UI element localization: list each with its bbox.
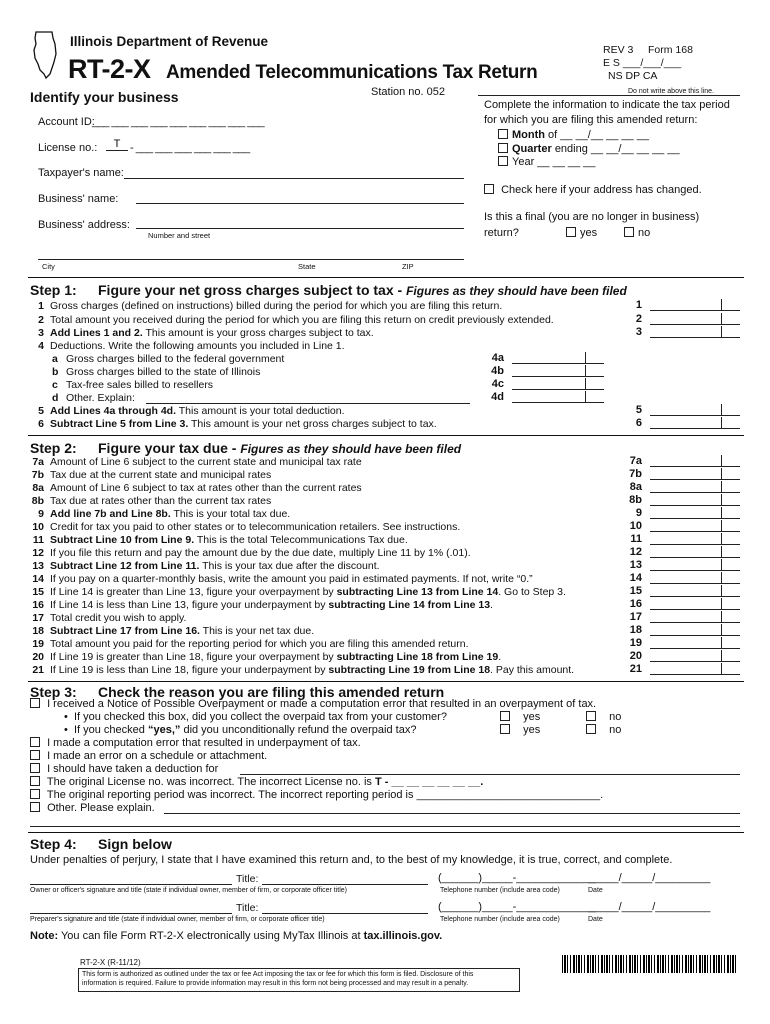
reason-schedule-error[interactable]: I made an error on a schedule or attachment. (30, 750, 267, 762)
preparer-date-input[interactable]: _____/_____/_________ (588, 901, 711, 913)
amount-14[interactable] (650, 572, 740, 584)
illinois-map-icon (32, 30, 58, 80)
zip-caption: ZIP (402, 262, 414, 271)
ref-8b: 8b (629, 494, 642, 506)
period-intro-2: for which you are filing this amended return: (484, 114, 698, 126)
step1-line-4d: d Other. Explain: (52, 392, 135, 404)
do-not-write-note: Do not write above this line. (628, 88, 714, 95)
ref-13: 13 (629, 559, 642, 571)
step1-line-4: 4 Deductions. Write the following amounts you included in Line 1. (38, 340, 345, 352)
ref-7b: 7b (629, 468, 642, 480)
es-field: E S ___/___/___ (603, 57, 682, 69)
ref-18: 18 (629, 624, 642, 636)
ref-11: 11 (630, 533, 642, 545)
amount-4b[interactable] (512, 365, 604, 377)
step2-line-18: 18 Subtract Line 17 from Line 16. This is your net tax due. (32, 625, 315, 637)
preparer-caption: Preparer's signature and title (state if individual owner, member of firm, or corporate officer title) (30, 916, 325, 923)
step1-title: Figure your net gross charges subject to tax - Figures as they should have been filed (98, 282, 627, 298)
ref-2: 2 (635, 313, 642, 325)
step2-line-8b: 8b Tax due at rates other than the current tax rates (31, 495, 272, 507)
amount-7a[interactable] (650, 455, 740, 467)
ref-8a: 8a (629, 481, 642, 493)
step3-title: Check the reason you are filing this amended return (98, 684, 445, 700)
step2-line-7b: 7b Tax due at the current state and municipal rates (31, 469, 272, 481)
ref-6: 6 (635, 417, 642, 429)
number-street-caption: Number and street (148, 231, 211, 240)
final-return-question: Is this a final (you are no longer in business) (484, 211, 700, 223)
department-name: Illinois Department of Revenue (70, 34, 269, 49)
amount-6[interactable] (650, 417, 740, 429)
amount-21[interactable] (650, 663, 740, 675)
collected-yes[interactable]: yes (500, 711, 540, 723)
quarter-option[interactable]: Quarter ending __ __/__ __ __ __ (498, 143, 680, 155)
amount-4c[interactable] (512, 378, 604, 390)
station-number: Station no. 052 (371, 86, 446, 98)
month-checkbox[interactable] (498, 129, 508, 139)
collected-no[interactable]: no (586, 711, 621, 723)
bullet-collected: • If you checked this box, did you collect the overpaid tax from your customer? (64, 711, 447, 723)
disclaimer-line-1: This form is authorized as outlined under the tax or fee Act imposing the tax or fee for which this form is filed. Disclosure of this (82, 971, 474, 978)
ref-20: 20 (629, 650, 642, 662)
amount-2[interactable] (650, 313, 740, 325)
reason-underpayment-checkbox[interactable] (30, 737, 40, 747)
owner-title-label: Title: (236, 873, 259, 885)
disclaimer-line-2: information is required. Failure to provide information may result in this form not being processed and may result in a penalty. (82, 980, 469, 987)
owner-date-caption: Date (588, 887, 603, 894)
ref-19: 19 (629, 637, 642, 649)
owner-signature-input[interactable] (30, 884, 232, 885)
amount-4d[interactable] (512, 391, 604, 403)
amount-13[interactable] (650, 559, 740, 571)
header-divider (478, 95, 740, 96)
amount-5[interactable] (650, 404, 740, 416)
step4-label: Step 4: (30, 836, 77, 852)
step2-line-7a: 7a Amount of Line 6 subject to the current state and municipal tax rate (32, 456, 362, 468)
refunded-yes-checkbox[interactable] (500, 724, 510, 734)
refunded-yes[interactable]: yes (500, 724, 540, 736)
step2-line-20: 20 If Line 19 is greater than Line 18, figure your overpayment by subtracting Line 18 from Line 19. (32, 651, 502, 663)
preparer-phone-input[interactable]: (______)_____-_____________ (438, 901, 596, 913)
ref-16: 16 (629, 598, 642, 610)
ref-4a: 4a (491, 352, 504, 364)
account-id-input[interactable]: ___ ___ ___ ___ ___ ___ ___ ___ ___ (92, 116, 265, 128)
step1-line-4c: c Tax-free sales billed to resellers (52, 379, 214, 391)
form-revision: RT-2-X (R-11/12) (80, 958, 141, 967)
step3-rule (28, 681, 744, 682)
other-reason-input-2[interactable] (30, 826, 740, 827)
reason-schedule-checkbox[interactable] (30, 750, 40, 760)
bullet-refunded: • If you checked “yes,” did you unconditionally refund the overpaid tax? (64, 724, 417, 736)
step1-label: Step 1: (30, 282, 77, 298)
form-number: Form 168 (648, 44, 693, 56)
owner-phone-input[interactable]: (______)_____-_____________ (438, 872, 596, 884)
perjury-statement: Under penalties of perjury, I state that I have examined this return and, to the best of my knowledge, it is true, correct, and complete. (30, 854, 673, 866)
step2-line-21: 21 If Line 19 is less than Line 18, figure your underpayment by subtracting Line 19 from Line 18. Pay this amount. (32, 664, 575, 676)
preparer-title-label: Title: (236, 902, 259, 914)
step1-line-1: 1 Gross charges (defined on instructions) billed during the period for which you are filing this return. (38, 300, 503, 312)
final-no-checkbox[interactable] (624, 227, 634, 237)
identify-heading: Identify your business (30, 89, 179, 105)
ref-21: 21 (629, 663, 642, 675)
amount-3[interactable] (650, 326, 740, 338)
amount-8a[interactable] (650, 481, 740, 493)
refunded-no-checkbox[interactable] (586, 724, 596, 734)
quarter-checkbox[interactable] (498, 143, 508, 153)
efile-note: Note: You can file Form RT-2-X electronically using MyTax Illinois at tax.illinois.gov. (30, 930, 443, 942)
business-name-input[interactable] (136, 203, 464, 204)
other-reason-input[interactable] (164, 813, 740, 814)
ns-dp-ca: NS DP CA (608, 70, 658, 82)
ref-17: 17 (629, 611, 642, 623)
amount-8b[interactable] (650, 494, 740, 506)
step3-label: Step 3: (30, 684, 77, 700)
ref-12: 12 (629, 546, 642, 558)
ref-5: 5 (635, 404, 642, 416)
step2-line-11: 11 Subtract Line 10 from Line 9. This is the total Telecommunications Tax due. (32, 534, 408, 546)
ref-10: 10 (629, 520, 642, 532)
address-changed-checkbox[interactable] (484, 184, 494, 194)
taxpayer-name-input[interactable] (124, 178, 464, 179)
step2-line-17: 17 Total credit you wish to apply. (32, 612, 187, 624)
reason-other[interactable]: Other. Please explain. (30, 802, 155, 814)
reason-underpayment[interactable]: I made a computation error that resulted in underpayment of tax. (30, 737, 361, 749)
business-name-label: Business' name: (38, 193, 119, 205)
form-code: RT-2-X (68, 54, 151, 84)
collected-yes-checkbox[interactable] (500, 711, 510, 721)
reason-license-checkbox[interactable] (30, 776, 40, 786)
reason-overpayment[interactable]: I received a Notice of Possible Overpayment or made a computation error that resulted in an overpayment of tax. (30, 698, 596, 710)
deduction-input[interactable] (240, 774, 740, 775)
refunded-no[interactable]: no (586, 724, 621, 736)
amount-16[interactable] (650, 598, 740, 610)
step2-line-16: 16 If Line 14 is less than Line 13, figure your underpayment by subtracting Line 14 from Line 13. (32, 599, 493, 611)
ref-7a: 7a (629, 455, 642, 467)
ref-1: 1 (635, 299, 642, 311)
step1-line-4b: b Gross charges billed to the state of Illinois (52, 366, 261, 378)
step1-line-3: 3 Add Lines 1 and 2. This amount is your gross charges subject to tax. (38, 327, 374, 339)
amount-19[interactable] (650, 637, 740, 649)
amount-17[interactable] (650, 611, 740, 623)
reason-period-checkbox[interactable] (30, 789, 40, 799)
step2-line-10: 10 Credit for tax you paid to other states or to telecommunication retailers. See instructions. (32, 521, 461, 533)
reason-deduction[interactable]: I should have taken a deduction for (30, 763, 218, 775)
reason-overpayment-checkbox[interactable] (30, 698, 40, 708)
preparer-phone-caption: Telephone number (include area code) (440, 916, 560, 923)
amount-15[interactable] (650, 585, 740, 597)
step4-title: Sign below (98, 836, 172, 852)
step2-label: Step 2: (30, 440, 77, 456)
year-checkbox[interactable] (498, 156, 508, 166)
final-no-option[interactable]: no (624, 227, 650, 239)
preparer-signature-input[interactable] (30, 913, 232, 914)
rev-label: REV 3 (603, 44, 634, 56)
license-number-input[interactable]: - ___ ___ ___ ___ ___ ___ (130, 142, 250, 154)
amount-20[interactable] (650, 650, 740, 662)
business-address-input[interactable] (136, 228, 464, 229)
other-explain-input[interactable] (146, 403, 470, 404)
reason-other-checkbox[interactable] (30, 802, 40, 812)
step2-rule (28, 435, 744, 436)
step2-line-15: 15 If Line 14 is greater than Line 13, figure your overpayment by subtracting Line 13 from Line 14. Go to Step 3. (32, 586, 566, 598)
step2-line-8a: 8a Amount of Line 6 subject to tax at rates other than the current rates (32, 482, 362, 494)
ref-9: 9 (635, 507, 642, 519)
step1-line-6: 6 Subtract Line 5 from Line 3. This amount is your net gross charges subject to tax. (38, 418, 437, 430)
reason-license[interactable]: The original License no. was incorrect. The incorrect License no. is T - __ __ __ __ __ __. (30, 776, 483, 788)
owner-caption: Owner or officer's signature and title (state if individual owner, member of firm, or corporate officer title) (30, 887, 347, 894)
ref-14: 14 (629, 572, 642, 584)
license-prefix: T (106, 138, 128, 151)
account-id-label: Account ID: (38, 116, 95, 128)
barcode (562, 955, 738, 973)
state-caption: State (298, 262, 316, 271)
step2-title: Figure your tax due - Figures as they should have been filed (98, 440, 462, 456)
amount-9[interactable] (650, 507, 740, 519)
preparer-date-caption: Date (588, 916, 603, 923)
reason-deduction-checkbox[interactable] (30, 763, 40, 773)
preparer-title-input[interactable] (262, 913, 428, 914)
step1-line-2: 2 Total amount you received during the period for which you are filing this return on credit previously extended. (38, 314, 554, 326)
owner-date-input[interactable]: _____/_____/_________ (588, 872, 711, 884)
reason-period[interactable]: The original reporting period was incorrect. The incorrect reporting period is ______________________________. (30, 789, 603, 801)
step2-line-13: 13 Subtract Line 12 from Line 11. This is your tax due after the discount. (32, 560, 380, 572)
step2-line-9: 9 Add line 7b and Line 8b. This is your total tax due. (38, 508, 291, 520)
business-address-label: Business' address: (38, 219, 130, 231)
step1-line-4a: a Gross charges billed to the federal government (52, 353, 285, 365)
ref-3: 3 (635, 326, 642, 338)
city-state-zip-input[interactable] (38, 259, 464, 260)
ref-4c: 4c (491, 378, 504, 390)
final-yes-option[interactable]: yes (566, 227, 597, 239)
amount-4a[interactable] (512, 352, 604, 364)
amount-10[interactable] (650, 520, 740, 532)
amount-11[interactable] (650, 533, 740, 545)
step2-line-14: 14 If you pay on a quarter-monthly basis, write the amount you paid in estimated payments. If not, write “0.” (32, 573, 533, 585)
step4-rule (28, 832, 744, 833)
amount-1[interactable] (650, 299, 740, 311)
ref-15: 15 (629, 585, 642, 597)
taxpayer-name-label: Taxpayer's name: (38, 167, 124, 179)
month-option[interactable]: Month of __ __/__ __ __ __ (498, 129, 649, 141)
owner-phone-caption: Telephone number (include area code) (440, 887, 560, 894)
ref-4b: 4b (491, 365, 504, 377)
step2-line-19: 19 Total amount you paid for the reporting period for which you are filing this amended return. (32, 638, 469, 650)
form-title: Amended Telecommunications Tax Return (166, 62, 538, 83)
year-option[interactable]: Year __ __ __ __ (498, 156, 595, 168)
city-caption: City (42, 262, 55, 271)
final-return-question-2: return? (484, 227, 519, 239)
period-intro-1: Complete the information to indicate the tax period (484, 99, 730, 111)
amount-7b[interactable] (650, 468, 740, 480)
step1-rule (28, 277, 744, 278)
collected-no-checkbox[interactable] (586, 711, 596, 721)
owner-title-input[interactable] (262, 884, 428, 885)
address-changed-option[interactable]: Check here if your address has changed. (484, 184, 702, 196)
step1-line-5: 5 Add Lines 4a through 4d. This amount is your total deduction. (38, 405, 345, 417)
final-yes-checkbox[interactable] (566, 227, 576, 237)
amount-18[interactable] (650, 624, 740, 636)
license-label: License no.: (38, 142, 98, 154)
ref-4d: 4d (491, 391, 504, 403)
amount-12[interactable] (650, 546, 740, 558)
step2-line-12: 12 If you file this return and pay the amount due by the due date, multiply Line 11 by 1% (.01). (32, 547, 471, 559)
